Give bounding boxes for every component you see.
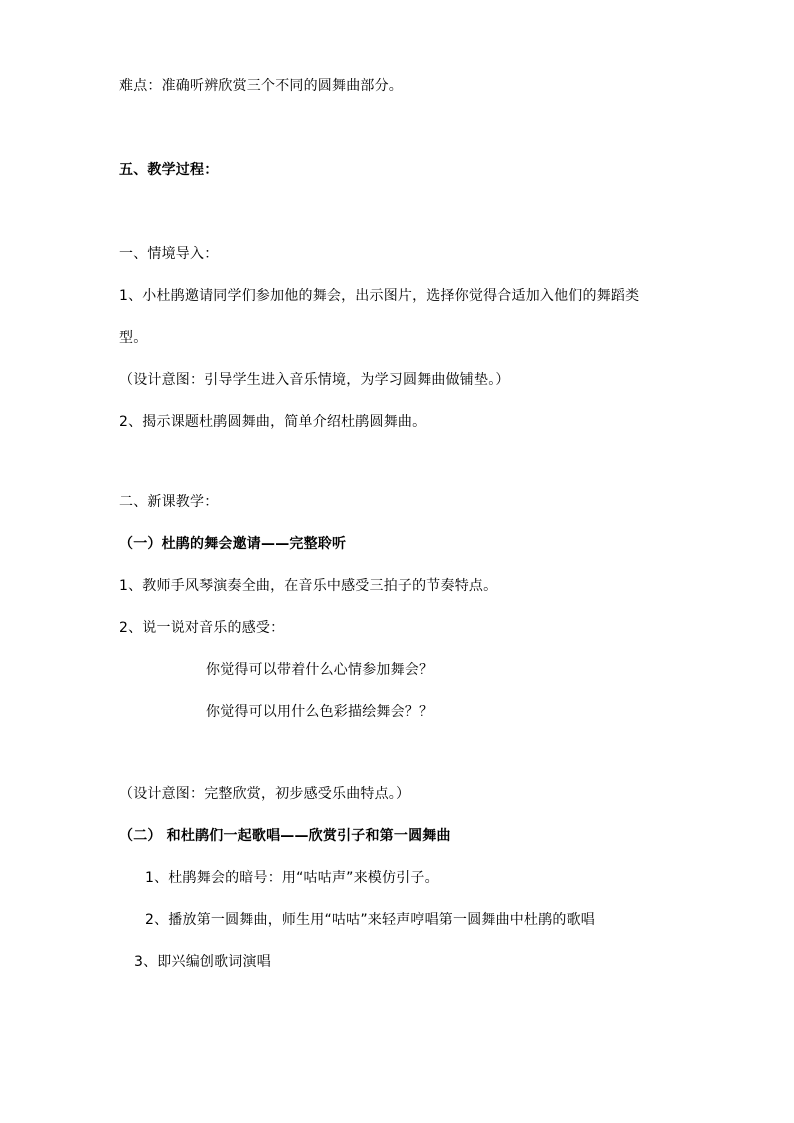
paragraph-line: 1、小杜鹃邀请同学们参加他的舞会，出示图片，选择你觉得合适加入他们的舞蹈类 (119, 288, 640, 304)
question-line: 你觉得可以用什么色彩描绘舞会？？ (206, 704, 434, 720)
subsection-heading-new-lesson: 二、新课教学： (119, 494, 219, 510)
section-heading-teaching-process: 五、教学过程： (119, 162, 219, 178)
design-intent-note: （设计意图：完整欣赏，初步感受乐曲特点。） (119, 786, 411, 802)
paragraph-line: 1、杜鹃舞会的暗号：用“咕咕声”来模仿引子。 (145, 870, 439, 886)
paragraph-line: 型。 (119, 330, 148, 346)
part-heading-one: （一）杜鹃的舞会邀请——完整聆听 (119, 536, 347, 552)
part-heading-two: （二） 和杜鹃们一起歌唱——欣赏引子和第一圆舞曲 (119, 828, 451, 844)
difficulty-line: 难点：准确听辨欣赏三个不同的圆舞曲部分。 (119, 78, 403, 94)
paragraph-line: 2、揭示课题杜鹃圆舞曲，简单介绍杜鹃圆舞曲。 (119, 414, 427, 430)
paragraph-line: 3、即兴编创歌词演唱 (134, 954, 271, 970)
question-line: 你觉得可以带着什么心情参加舞会？ (206, 662, 434, 678)
paragraph-line: 2、播放第一圆舞曲，师生用“咕咕”来轻声哼唱第一圆舞曲中杜鹃的歌唱 (145, 912, 596, 928)
design-intent-note: （设计意图：引导学生进入音乐情境，为学习圆舞曲做铺垫。） (119, 372, 510, 388)
paragraph-line: 2、说一说对音乐的感受： (119, 620, 285, 636)
paragraph-line: 1、教师手风琴演奏全曲，在音乐中感受三拍子的节奏特点。 (119, 578, 498, 594)
subsection-heading-scene-intro: 一、情境导入： (119, 246, 219, 262)
